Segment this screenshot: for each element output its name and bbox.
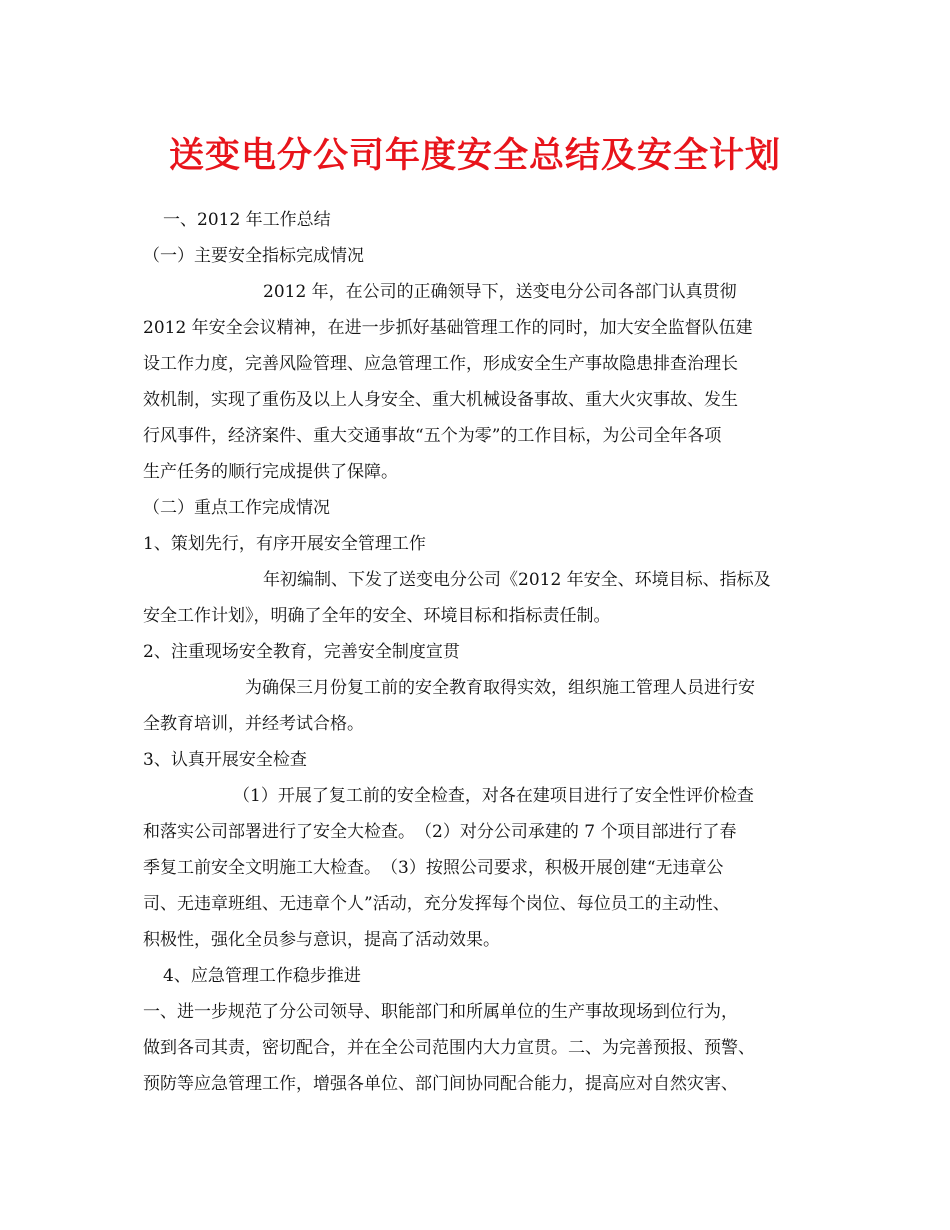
subsection-heading: （二）重点工作完成情况 [143, 498, 330, 518]
subsection-heading: （一）主要安全指标完成情况 [143, 246, 364, 266]
section-heading: 一、2012 年工作总结 [163, 210, 331, 230]
paragraph-line: 安全工作计划》，明确了全年的安全、环境目标和指标责任制。 [143, 606, 611, 626]
paragraph-line: 和落实公司部署进行了安全大检查。 （2）对分公司承建的 7 个项目部进行了春 [143, 822, 737, 842]
paragraph-line: 为确保三月份复工前的安全教育取得实效，组织施工管理人员进行安 [245, 678, 755, 698]
item-heading: 2、注重现场安全教育，完善安全制度宣贯 [143, 642, 460, 662]
page-title: 送变电分公司年度安全总结及安全计划 [168, 136, 781, 176]
paragraph-line: 效机制，实现了重伤及以上人身安全、重大机械设备事故、重大火灾事故、发生 [143, 390, 738, 410]
item-heading: 4、应急管理工作稳步推进 [163, 966, 361, 986]
paragraph-line: 行风事件，经济案件、重大交通事故“五个为零”的工作目标，为公司全年各项 [143, 426, 722, 446]
paragraph-line: 年初编制、下发了送变电分公司《2012 年安全、环境目标、指标及 [263, 570, 771, 590]
paragraph-line: 2012 年，在公司的正确领导下，送变电分公司各部门认真贯彻 [263, 282, 737, 302]
paragraph-line: 司、无违章班组、无违章个人”活动，充分发挥每个岗位、每位员工的主动性、 [143, 894, 730, 914]
paragraph-line: 预防等应急管理工作，增强各单位、部门间协同配合能力，提高应对自然灾害、 [143, 1074, 738, 1094]
paragraph-line: 季复工前安全文明施工大检查。 （3）按照公司要求，积极开展创建“无违章公 [143, 858, 724, 878]
paragraph-line: 2012 年安全会议精神，在进一步抓好基础管理工作的同时，加大安全监督队伍建 [143, 318, 753, 338]
paragraph-line: 全教育培训，并经考试合格。 [143, 714, 364, 734]
paragraph-line: 做到各司其责，密切配合，并在全公司范围内大力宣贯。二、为完善预报、预警、 [143, 1038, 755, 1058]
item-heading: 1、策划先行，有序开展安全管理工作 [143, 534, 426, 554]
item-heading: 3、认真开展安全检查 [143, 750, 307, 770]
paragraph-line: 积极性，强化全员参与意识，提高了活动效果。 [143, 930, 500, 950]
paragraph-line: 生产任务的顺行完成提供了保障。 [143, 462, 398, 482]
paragraph-line: 一、进一步规范了分公司领导、职能部门和所属单位的生产事故现场到位行为， [143, 1002, 738, 1022]
paragraph-line: （1）开展了复工前的安全检查，对各在建项目进行了安全性评价检查 [233, 786, 754, 806]
paragraph-line: 设工作力度，完善风险管理、应急管理工作，形成安全生产事故隐患排查治理长 [143, 354, 738, 374]
